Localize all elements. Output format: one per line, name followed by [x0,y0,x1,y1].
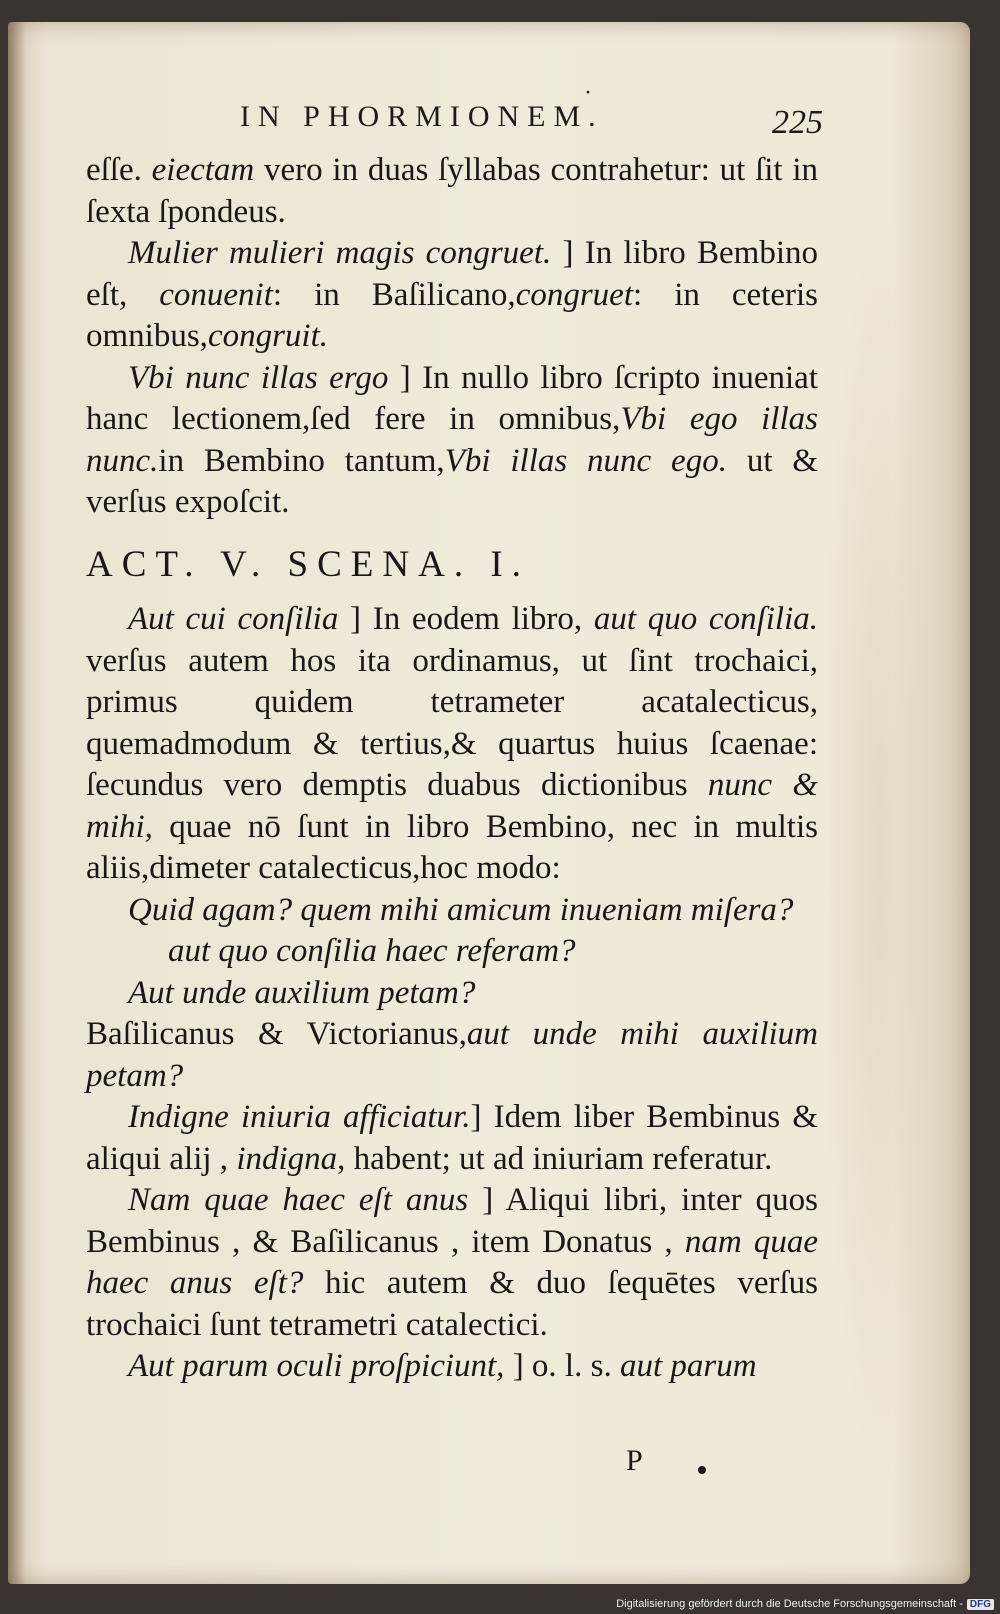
page-number: 225 [772,104,823,141]
paragraph-4: Aut cui conſilia ] In eodem libro, aut quo conſilia. verſus autem hos ita ordinamus, ut ſint trochaici, primus quidem tetrameter acatalecticus, quemadmodum & tertius,& quartus huius ſcaenae: ſecundus vero demptis duabus dictionibus nunc & mihi, quae nō ſunt in libro Bembino, nec in multis aliis,dimeter catalecticus,hoc modo: [86,601,818,886]
paragraph-2: Mulier mulieri magis congruet. ] In libro Bembino eſt, conuenit: in Baſilicano,congruet: in ceteris omnibus,congruit. [86,235,819,354]
paragraph-3: Vbi nunc illas ergo ] In nullo libro ſcripto inueniat hanc lectionem,ſed fere in omnibus,Vbi ego illas nunc.in Bembino tantum,Vbi illas nunc ego. ut & verſus expoſcit. [86,359,819,520]
paragraph-7: Nam quae haec eſt anus ] Aliqui libri, inter quos Bembinus , & Baſilicanus , item Donatus , nam quae haec anus eſt? hic autem & duo ſequētes verſus trochaici ſunt tetrametri catalectici. [86,1182,818,1343]
paragraph-5: Baſilicanus & Victorianus,aut unde mihi auxilium petam? [86,1016,818,1094]
ornament-dot-bottom [698,1466,706,1474]
page-stain [820,202,940,1502]
paragraph-8: Aut parum oculi proſpiciunt, ] o. l. s. aut parum [128,1348,757,1384]
paragraph-1: eſſe. eiectam vero in duas ſyllabas contrahetur: ut ſit in ſexta ſpondeus. [86,152,818,230]
credit-text: Digitalisierung gefördert durch die Deutsche Forschungsgemeinschaft - [616,1598,963,1610]
signature-mark: P [626,1444,643,1477]
running-title: IN PHORMIONEM. [240,100,604,133]
dfg-logo-icon: DFG [967,1599,994,1610]
verse-line-1: Quid agam? quem mihi amicum inueniam miſera? [128,891,794,928]
ornament-dot: · [584,80,592,106]
digitization-credit [616,1596,994,1612]
verse-line-2: aut quo conſilia haec referam? [168,933,576,969]
verse-line-3: Aut unde auxilium petam? [128,974,476,1011]
paragraph-6: Indigne iniuria afficiatur.] Idem liber Bembinus & aliqui alij , indigna, habent; ut ad iniuriam referatur. [86,1099,819,1177]
page-gutter-shadow [8,22,26,1584]
page-text [86,150,818,1388]
section-heading: ACT. V. SCENA. I. [86,543,530,585]
